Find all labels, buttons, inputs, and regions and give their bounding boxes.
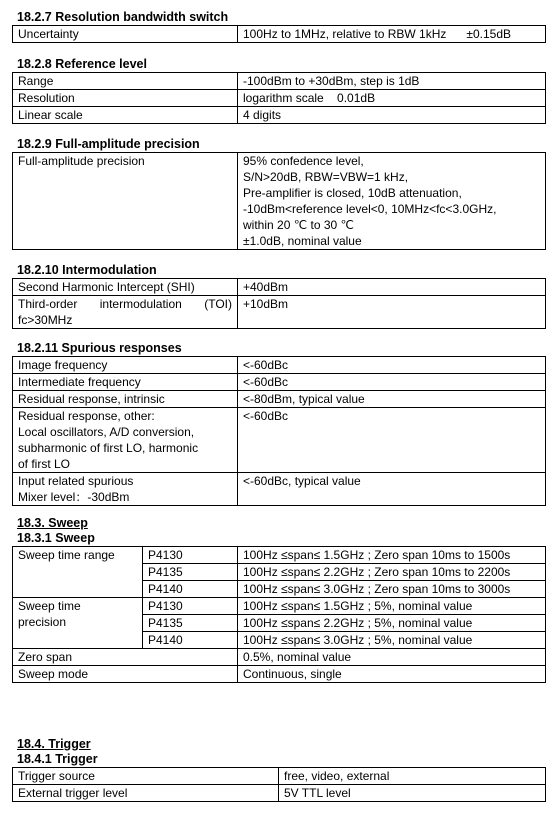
row-label: Image frequency	[13, 357, 238, 374]
label-line: Local oscillators, A/D conversion,	[18, 425, 195, 439]
table-row	[13, 296, 546, 329]
table-row	[13, 666, 546, 683]
row-label: Trigger source	[13, 768, 279, 785]
value-line: within 20 ℃ to 30 ℃	[243, 218, 355, 232]
row-value: 100Hz ≤span≤ 2.2GHz ; 5%, nominal value	[238, 615, 546, 632]
row-value: -100dBm to +30dBm, step is 1dB	[238, 73, 546, 90]
table-row	[13, 26, 546, 43]
model-cell: P4135	[143, 615, 238, 632]
row-value: free, video, external	[279, 768, 546, 785]
value-line: S/N>20dB, RBW=VBW=1 kHz,	[243, 170, 409, 184]
table-row	[13, 357, 546, 374]
table-sweep	[12, 546, 546, 683]
model-cell: P4130	[143, 547, 238, 564]
row-label: Full-amplitude precision	[13, 153, 238, 250]
row-value: 4 digits	[238, 107, 546, 124]
row-label: Uncertainty	[13, 26, 238, 43]
heading-18-2-9: 18.2.9 Full-amplitude precision	[17, 137, 200, 151]
row-label: Sweep time range	[13, 547, 143, 598]
row-label: Second Harmonic Intercept (SHI)	[13, 279, 238, 296]
table-rbw-switch	[12, 25, 546, 43]
row-label: Sweep mode	[13, 666, 238, 683]
label-line: Input related spurious	[18, 474, 134, 488]
heading-18-3: 18.3. Sweep	[17, 516, 88, 530]
table-row	[13, 649, 546, 666]
label-line: of first LO	[18, 457, 71, 471]
table-row	[13, 408, 546, 473]
row-value: <-60dBc, typical value	[238, 473, 546, 506]
row-value: +40dBm	[238, 279, 546, 296]
table-reference-level	[12, 72, 546, 124]
label-line: Sweep time	[18, 599, 81, 613]
table-row	[13, 598, 546, 615]
model-cell: P4140	[143, 581, 238, 598]
row-label	[13, 408, 238, 473]
row-label: Residual response, intrinsic	[13, 391, 238, 408]
row-label	[13, 473, 238, 506]
value-line: Pre-amplifier is closed, 10dB attenuation,	[243, 186, 462, 200]
row-value: 0.5%, nominal value	[238, 649, 546, 666]
table-row	[13, 107, 546, 124]
table-row	[13, 279, 546, 296]
table-spurious	[12, 356, 546, 506]
heading-18-3-1: 18.3.1 Sweep	[17, 531, 95, 545]
table-row	[13, 547, 546, 564]
row-value: 100Hz to 1MHz, relative to RBW 1kHz ±0.15dB	[238, 26, 546, 43]
row-value	[238, 153, 546, 250]
model-cell: P4135	[143, 564, 238, 581]
row-value: 100Hz ≤span≤ 1.5GHz ; 5%, nominal value	[238, 598, 546, 615]
row-value: <-60dBc	[238, 408, 546, 473]
heading-18-4: 18.4. Trigger	[17, 737, 91, 751]
row-value: +10dBm	[238, 296, 546, 329]
table-row	[13, 73, 546, 90]
table-full-amplitude	[12, 152, 546, 250]
row-value: 100Hz ≤span≤ 3.0GHz ; Zero span 10ms to 3000s	[238, 581, 546, 598]
row-value: 100Hz ≤span≤ 1.5GHz ; Zero span 10ms to 1500s	[238, 547, 546, 564]
heading-18-2-7: 18.2.7 Resolution bandwidth switch	[17, 10, 229, 24]
row-label: External trigger level	[13, 785, 279, 802]
table-row	[13, 785, 546, 802]
table-row	[13, 391, 546, 408]
model-cell: P4130	[143, 598, 238, 615]
row-label: Third-order intermodulation (TOI) fc>30MHz	[13, 296, 238, 329]
row-label: Resolution	[13, 90, 238, 107]
table-row	[13, 374, 546, 391]
table-trigger	[12, 767, 546, 802]
row-value: <-60dBc	[238, 374, 546, 391]
heading-18-2-11: 18.2.11 Spurious responses	[17, 341, 182, 355]
row-value: 100Hz ≤span≤ 3.0GHz ; 5%, nominal value	[238, 632, 546, 649]
row-value: Continuous, single	[238, 666, 546, 683]
label-line: Residual response, other:	[18, 409, 155, 423]
table-intermodulation	[12, 278, 546, 329]
row-value: logarithm scale 0.01dB	[238, 90, 546, 107]
row-label: Linear scale	[13, 107, 238, 124]
row-label	[13, 598, 143, 649]
table-row	[13, 153, 546, 250]
value-line: -10dBm<reference level<0, 10MHz<fc<3.0GHz,	[243, 202, 497, 216]
label-line: Mixer level：-30dBm	[18, 490, 130, 504]
heading-18-2-8: 18.2.8 Reference level	[17, 57, 147, 71]
row-value: 100Hz ≤span≤ 2.2GHz ; Zero span 10ms to 2200s	[238, 564, 546, 581]
label-line: subharmonic of first LO, harmonic	[18, 441, 199, 455]
value-line: 95% confedence level,	[243, 154, 364, 168]
heading-18-2-10: 18.2.10 Intermodulation	[17, 263, 157, 277]
row-label: Intermediate frequency	[13, 374, 238, 391]
row-label: Range	[13, 73, 238, 90]
label-line: precision	[18, 615, 67, 629]
value-line: ±1.0dB, nominal value	[243, 234, 362, 248]
table-row	[13, 768, 546, 785]
heading-18-4-1: 18.4.1 Trigger	[17, 752, 98, 766]
table-row	[13, 90, 546, 107]
table-row	[13, 473, 546, 506]
row-value: <-60dBc	[238, 357, 546, 374]
row-value: <-80dBm, typical value	[238, 391, 546, 408]
row-label: Zero span	[13, 649, 238, 666]
row-value: 5V TTL level	[279, 785, 546, 802]
model-cell: P4140	[143, 632, 238, 649]
